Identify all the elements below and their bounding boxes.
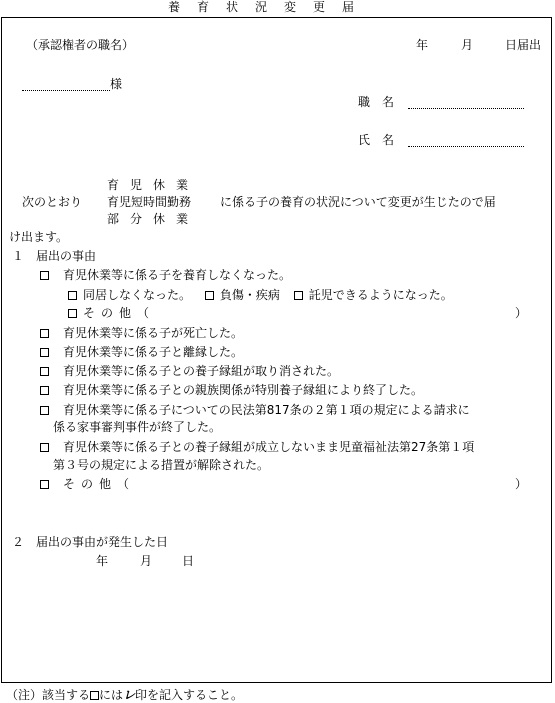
reason-item-cont: 第３号の規定による措置が解除された。: [53, 458, 270, 472]
position-field[interactable]: [408, 97, 524, 109]
option-ikuji-kyugyo: 育児休業: [107, 178, 200, 192]
close-paren: ）: [515, 477, 528, 491]
close-paren: ）: [515, 306, 528, 320]
name-label: 氏 名: [358, 133, 395, 147]
addressee-row: [22, 77, 122, 91]
position-label: 職 名: [358, 95, 395, 109]
checkbox[interactable]: [40, 443, 49, 452]
date-submitted-label: 日届出: [505, 38, 542, 52]
reason-item-cont: 係る家事審判事件が終了した。: [53, 420, 222, 434]
checkbox[interactable]: [40, 329, 49, 338]
checkbox[interactable]: [205, 291, 214, 300]
date-year-label: 年: [416, 38, 429, 52]
sub-reason-row: 同居しなくなった。 負傷・疾病 託児できるようになった。: [68, 288, 453, 302]
checkbox[interactable]: [40, 406, 49, 415]
intro-lead: 次のとおり: [22, 195, 83, 209]
position-row: [358, 95, 524, 109]
name-row: [358, 133, 524, 147]
sama-label: 様: [110, 77, 123, 91]
intro-main: に係る子の養育の状況について変更が生じたので届: [220, 195, 496, 209]
reason-item: その他（: [40, 477, 135, 491]
occurrence-year: 年: [96, 554, 109, 568]
reason-item: 育児休業等に係る子を養育しなくなった。: [40, 268, 291, 282]
reason-item: 育児休業等に係る子と離縁した。: [40, 345, 243, 359]
option-tanjikan: 育児短時間勤務: [107, 195, 192, 209]
occurrence-month: 月: [140, 554, 153, 568]
checkbox[interactable]: [40, 271, 49, 280]
checkbox[interactable]: [40, 480, 49, 489]
reason-item: 育児休業等に係る子との養子縁組が成立しないまま児童福祉法第27条第１項: [40, 440, 474, 454]
addressee-field[interactable]: [22, 79, 110, 91]
reason-item: 育児休業等に係る子が死亡した。: [40, 326, 243, 340]
checkbox[interactable]: [40, 367, 49, 376]
reason-item: 育児休業等に係る子との親族関係が特別養子縁組により終了した。: [40, 383, 423, 397]
checkbox[interactable]: [68, 309, 77, 318]
intro-tail: け出ます。: [9, 230, 69, 244]
sub-reason-other: その他（: [68, 306, 155, 320]
check-mark: レ: [123, 688, 136, 702]
form-title: 養育状況変更届: [168, 0, 372, 14]
option-bubun: 部分休業: [107, 212, 200, 226]
checkbox[interactable]: [294, 291, 303, 300]
checkbox[interactable]: [40, 386, 49, 395]
approver-label: （承認権者の職名）: [26, 38, 135, 52]
footnote: （注）該当する にはレ印を記入すること。: [6, 688, 244, 702]
reason-item: 育児休業等に係る子についての民法第817条の２第１項の規定による請求に: [40, 403, 470, 417]
checkbox[interactable]: [40, 348, 49, 357]
section1-heading: １ 届出の事由: [12, 249, 97, 263]
reason-item: 育児休業等に係る子との養子縁組が取り消された。: [40, 364, 339, 378]
occurrence-day: 日: [182, 554, 195, 568]
name-field[interactable]: [408, 135, 524, 147]
checkbox-symbol: [90, 691, 99, 700]
date-month-label: 月: [461, 38, 474, 52]
section2-heading: ２ 届出の事由が発生した日: [12, 535, 169, 549]
checkbox[interactable]: [68, 291, 77, 300]
